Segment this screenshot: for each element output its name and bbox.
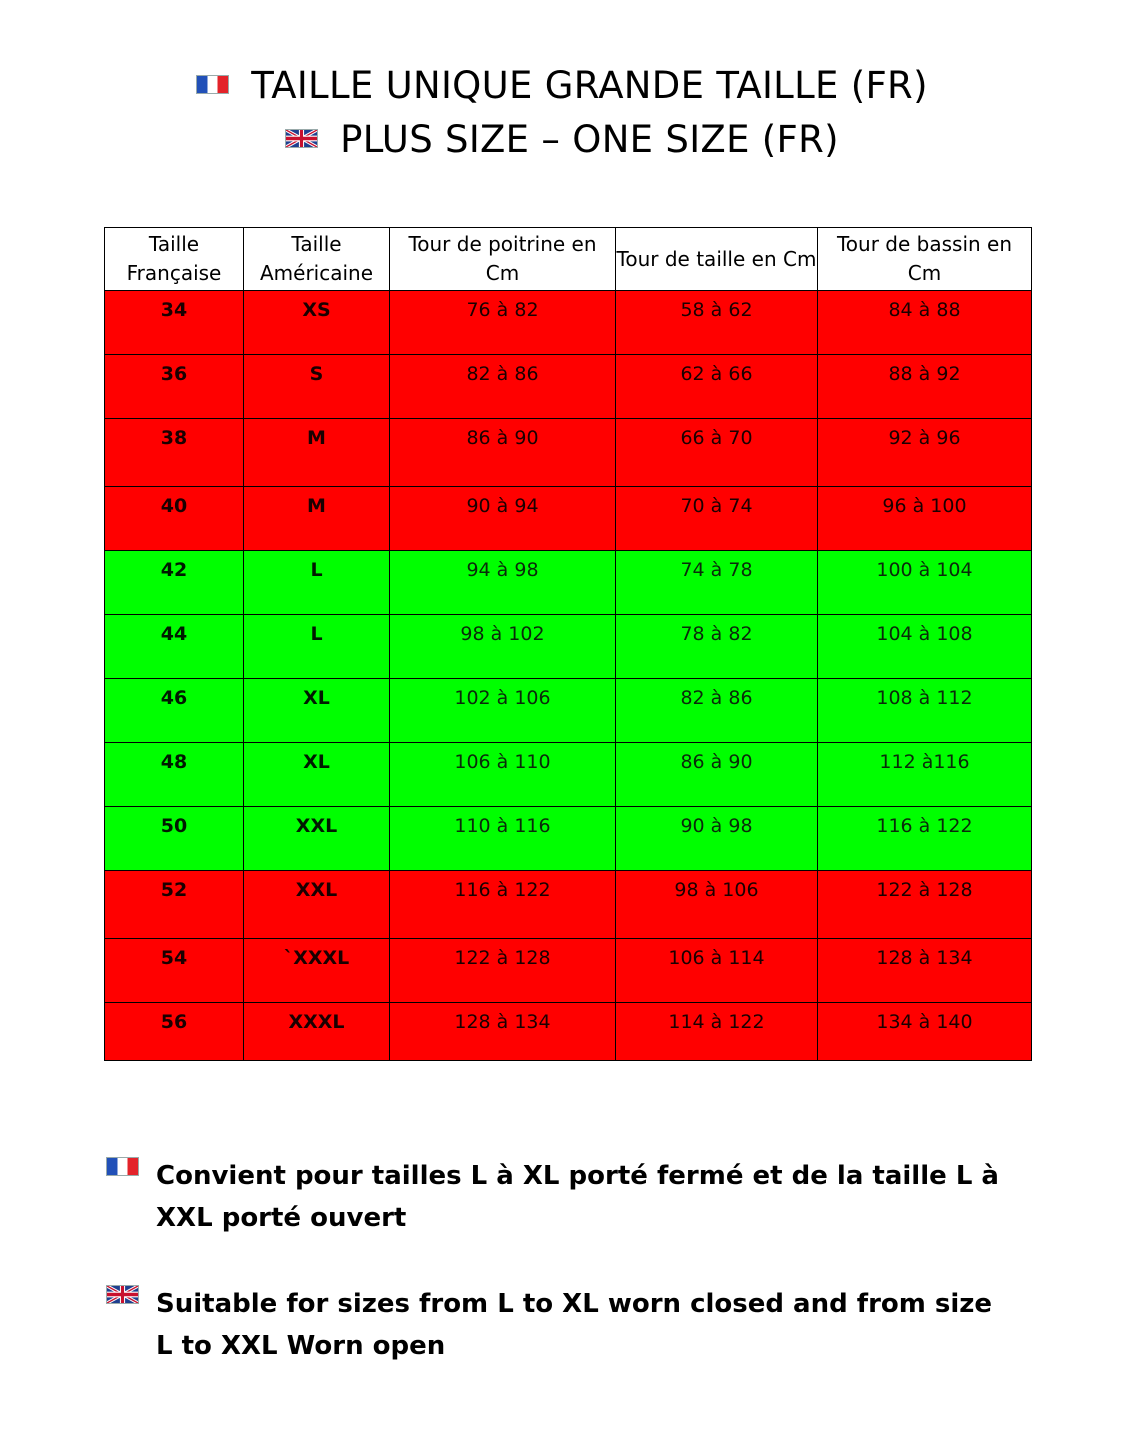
table-row: [105, 551, 1032, 615]
table-cell-hips: 128 à 134: [818, 939, 1032, 1003]
table-cell-waist: 78 à 82: [616, 615, 818, 679]
table-cell-chest: 82 à 86: [390, 355, 616, 419]
table-cell-fr: 54: [105, 939, 244, 1003]
note-en: [106, 1283, 1006, 1367]
table-row: [105, 291, 1032, 355]
table-cell-us: S: [244, 355, 390, 419]
title-en-text: PLUS SIZE – ONE SIZE (FR): [340, 118, 839, 161]
table-cell-us: L: [244, 551, 390, 615]
france-flag-icon: [106, 1157, 139, 1176]
table-row: [105, 679, 1032, 743]
header-waist: Tour de taille en Cm: [616, 228, 818, 291]
table-cell-chest: 90 à 94: [390, 487, 616, 551]
table-cell-waist: 86 à 90: [616, 743, 818, 807]
table-cell-hips: 104 à 108: [818, 615, 1032, 679]
table-row: [105, 419, 1032, 487]
table-cell-chest: 86 à 90: [390, 419, 616, 487]
table-cell-waist: 66 à 70: [616, 419, 818, 487]
table-row: [105, 939, 1032, 1003]
table-row: [105, 871, 1032, 939]
table-cell-waist: 90 à 98: [616, 807, 818, 871]
table-cell-hips: 100 à 104: [818, 551, 1032, 615]
table-row: [105, 487, 1032, 551]
table-cell-hips: 84 à 88: [818, 291, 1032, 355]
table-cell-hips: 96 à 100: [818, 487, 1032, 551]
table-cell-fr: 50: [105, 807, 244, 871]
table-row: [105, 807, 1032, 871]
table-cell-hips: 122 à 128: [818, 871, 1032, 939]
table-cell-waist: 70 à 74: [616, 487, 818, 551]
table-cell-chest: 122 à 128: [390, 939, 616, 1003]
table-cell-us: XXXL: [244, 1003, 390, 1061]
uk-flag-icon: [285, 129, 318, 148]
table-cell-fr: 38: [105, 419, 244, 487]
table-cell-waist: 98 à 106: [616, 871, 818, 939]
table-cell-fr: 34: [105, 291, 244, 355]
table-cell-fr: 42: [105, 551, 244, 615]
title-fr-text: TAILLE UNIQUE GRANDE TAILLE (FR): [251, 64, 928, 107]
note-fr: [106, 1155, 1006, 1239]
table-body: [105, 291, 1032, 1061]
table-cell-us: `XXXL: [244, 939, 390, 1003]
table-row: [105, 615, 1032, 679]
table-cell-us: M: [244, 487, 390, 551]
table-cell-us: XL: [244, 679, 390, 743]
table-cell-fr: 46: [105, 679, 244, 743]
table-cell-chest: 116 à 122: [390, 871, 616, 939]
table-row: [105, 355, 1032, 419]
table-cell-fr: 40: [105, 487, 244, 551]
table-cell-us: XXL: [244, 807, 390, 871]
table-cell-fr: 36: [105, 355, 244, 419]
table-cell-hips: 88 à 92: [818, 355, 1032, 419]
table-cell-chest: 102 à 106: [390, 679, 616, 743]
uk-flag-icon: [106, 1285, 139, 1304]
table-cell-hips: 108 à 112: [818, 679, 1032, 743]
table-cell-us: M: [244, 419, 390, 487]
table-cell-waist: 114 à 122: [616, 1003, 818, 1061]
table-row: [105, 1003, 1032, 1061]
table-cell-us: XS: [244, 291, 390, 355]
table-cell-fr: 44: [105, 615, 244, 679]
note-en-text: Suitable for sizes from L to XL worn closed and from size L to XXL Worn open: [156, 1289, 993, 1361]
table-cell-waist: 74 à 78: [616, 551, 818, 615]
table-cell-us: XL: [244, 743, 390, 807]
table-cell-hips: 112 à116: [818, 743, 1032, 807]
table-cell-fr: 48: [105, 743, 244, 807]
table-cell-hips: 92 à 96: [818, 419, 1032, 487]
table-cell-chest: 98 à 102: [390, 615, 616, 679]
table-cell-chest: 106 à 110: [390, 743, 616, 807]
header-chest: Tour de poitrine en Cm: [390, 228, 616, 291]
table-cell-waist: 106 à 114: [616, 939, 818, 1003]
table-row: [105, 743, 1032, 807]
table-header-row: [105, 228, 1032, 291]
table-cell-us: L: [244, 615, 390, 679]
table-cell-waist: 62 à 66: [616, 355, 818, 419]
title-fr: [0, 64, 1124, 107]
header-hips: Tour de bassin en Cm: [818, 228, 1032, 291]
header-fr-size: Taille Française: [105, 228, 244, 291]
table-cell-chest: 128 à 134: [390, 1003, 616, 1061]
table-cell-hips: 116 à 122: [818, 807, 1032, 871]
table-cell-chest: 110 à 116: [390, 807, 616, 871]
note-fr-text: Convient pour tailles L à XL porté fermé et de la taille L à XXL porté ouvert: [156, 1161, 999, 1233]
table-cell-waist: 82 à 86: [616, 679, 818, 743]
table-cell-chest: 94 à 98: [390, 551, 616, 615]
table-cell-waist: 58 à 62: [616, 291, 818, 355]
table-cell-fr: 52: [105, 871, 244, 939]
table-cell-us: XXL: [244, 871, 390, 939]
title-en: [0, 118, 1124, 161]
france-flag-icon: [196, 75, 229, 94]
size-chart-table: [104, 227, 1032, 1061]
table-cell-hips: 134 à 140: [818, 1003, 1032, 1061]
header-us-size: Taille Américaine: [244, 228, 390, 291]
table-cell-fr: 56: [105, 1003, 244, 1061]
table-cell-chest: 76 à 82: [390, 291, 616, 355]
